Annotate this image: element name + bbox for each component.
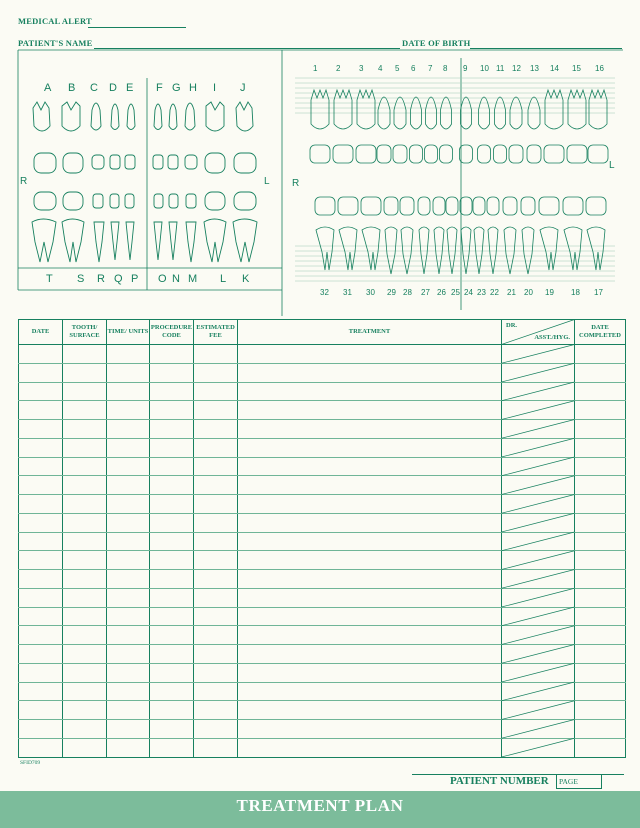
tooth-number: 7 <box>428 64 433 73</box>
tooth-number: 5 <box>395 64 400 73</box>
footer-title: TREATMENT PLAN <box>236 796 404 815</box>
primary-letter: S <box>77 273 85 285</box>
primary-letter: H <box>189 82 197 94</box>
diagonal-line <box>502 663 575 682</box>
tooth-number: 16 <box>595 64 604 73</box>
diagonal-line <box>502 457 575 476</box>
primary-letter: I <box>213 82 217 94</box>
diagonal-line <box>502 382 575 401</box>
diagonal-line <box>502 363 575 382</box>
tooth-number: 23 <box>477 288 486 297</box>
primary-letter: G <box>172 82 181 94</box>
tooth-number: 28 <box>403 288 412 297</box>
primary-letter: F <box>156 82 163 94</box>
tooth-number: 26 <box>437 288 446 297</box>
diagonal-line <box>502 588 575 607</box>
primary-letter: Q <box>114 273 123 285</box>
asst-label: ASST./HYG. <box>534 334 570 341</box>
diagonal-line <box>502 551 575 570</box>
col-date-completed: DATE COMPLETED <box>575 320 626 345</box>
tooth-number: 21 <box>507 288 516 297</box>
diagonal-line <box>502 645 575 664</box>
dr-label: DR. <box>506 322 518 329</box>
diagonal-line <box>502 476 575 495</box>
tooth-number: 22 <box>490 288 499 297</box>
tooth-number: 24 <box>464 288 473 297</box>
tooth-number: 11 <box>496 64 505 73</box>
primary-letter: E <box>126 82 134 94</box>
col-tooth-surface: TOOTH/ SURFACE <box>63 320 107 345</box>
tooth-number: 3 <box>359 64 364 73</box>
tooth-number: 29 <box>387 288 396 297</box>
page-label: PAGE <box>559 777 578 786</box>
primary-letter: N <box>172 273 180 285</box>
tooth-number: 32 <box>320 288 329 297</box>
diagonal-line <box>502 532 575 551</box>
patient-number-label: PATIENT NUMBER <box>450 775 549 787</box>
primary-letter: R <box>97 273 105 285</box>
primary-letter: C <box>90 82 98 94</box>
medical-alert-label: MEDICAL ALERT <box>18 16 92 26</box>
tooth-number: 27 <box>421 288 430 297</box>
patient-name-label: PATIENT'S NAME <box>18 38 93 48</box>
tooth-number: 6 <box>411 64 416 73</box>
tooth-number: 15 <box>572 64 581 73</box>
primary-letter: D <box>109 82 117 94</box>
col-treatment: TREATMENT <box>238 320 502 345</box>
primary-right-marker: R <box>20 176 28 187</box>
tooth-number: 18 <box>571 288 580 297</box>
diagonal-line <box>502 720 575 739</box>
tooth-number: 31 <box>343 288 352 297</box>
diagonal-line <box>502 513 575 532</box>
primary-letter: A <box>44 82 52 94</box>
diagonal-line <box>502 626 575 645</box>
tooth-number: 1 <box>313 64 318 73</box>
tooth-number: 10 <box>480 64 489 73</box>
diagonal-line <box>502 607 575 626</box>
page-field[interactable] <box>556 774 602 789</box>
primary-letter: K <box>242 273 250 285</box>
tooth-number: 30 <box>366 288 375 297</box>
primary-left-marker: L <box>264 176 270 187</box>
tooth-number: 8 <box>443 64 448 73</box>
permanent-left-marker: L <box>609 160 615 171</box>
diagonal-line <box>502 320 575 345</box>
tooth-number: 13 <box>530 64 539 73</box>
primary-letter: B <box>68 82 76 94</box>
diagonal-line <box>502 682 575 701</box>
form-id: SFID709 <box>20 760 41 766</box>
tooth-number: 2 <box>336 64 341 73</box>
tooth-number: 9 <box>463 64 468 73</box>
col-procedure-code: PROCEDURE CODE <box>150 320 194 345</box>
date-of-birth-label: DATE OF BIRTH <box>402 38 471 48</box>
diagonal-line <box>502 701 575 720</box>
primary-letter: O <box>158 273 167 285</box>
diagonal-line <box>502 420 575 439</box>
permanent-right-marker: R <box>292 178 300 189</box>
tooth-number: 20 <box>524 288 533 297</box>
diagonal-line <box>502 495 575 514</box>
diagonal-line <box>502 345 575 364</box>
primary-letter: L <box>220 273 227 285</box>
primary-letter: P <box>131 273 139 285</box>
tooth-number: 19 <box>545 288 554 297</box>
diagonal-line <box>502 738 575 757</box>
tooth-number: 4 <box>378 64 383 73</box>
tooth-number: 12 <box>512 64 521 73</box>
primary-letter: J <box>240 82 246 94</box>
primary-letter: T <box>46 273 53 285</box>
col-estimated-fee: ESTIMATED FEE <box>194 320 238 345</box>
tooth-number: 17 <box>594 288 603 297</box>
tooth-number: 25 <box>451 288 460 297</box>
tooth-number: 14 <box>550 64 559 73</box>
diagonal-line <box>502 438 575 457</box>
diagonal-line <box>502 401 575 420</box>
primary-letter: M <box>188 273 198 285</box>
col-time-units: TIME/ UNITS <box>107 320 150 345</box>
col-date: DATE <box>19 320 63 345</box>
diagonal-line <box>502 570 575 589</box>
